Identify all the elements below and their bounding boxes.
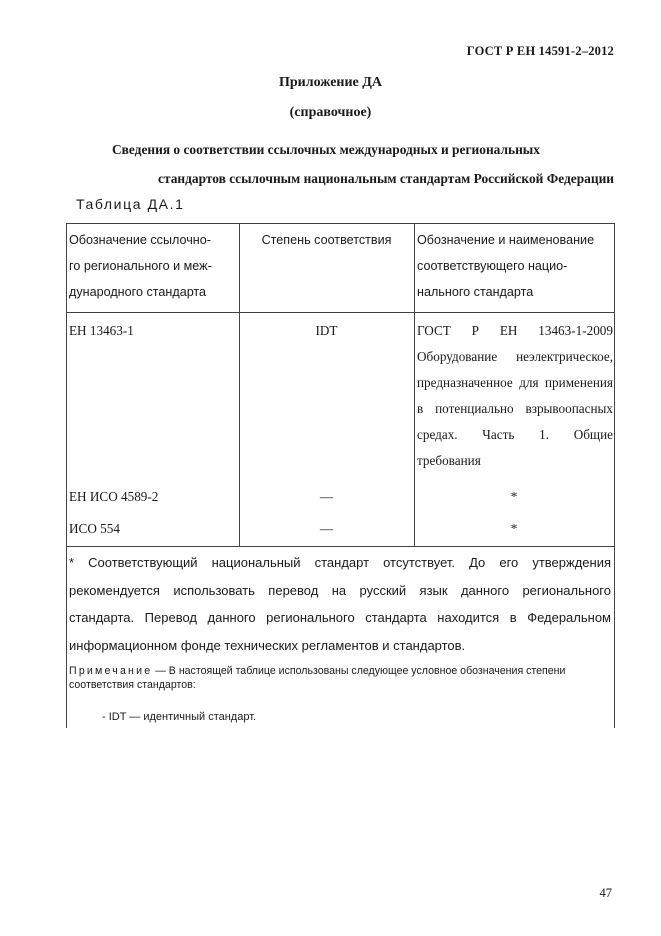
column-header-line: дународного стандарта	[69, 285, 207, 299]
column-header-line: соответствующего нацио-	[417, 259, 568, 273]
appendix-heading-line1: Сведения о соответствии ссылочных международных и региональных	[112, 142, 540, 157]
column-header-line: Степень соответствия	[261, 233, 392, 247]
header-bottom-border	[66, 312, 614, 313]
correspondence-table	[66, 223, 614, 728]
row2-degree: —	[319, 489, 334, 504]
row3-designation: ИСО 554	[69, 521, 120, 536]
page-number: 47	[599, 886, 612, 900]
rows-bottom-border	[66, 546, 614, 547]
standard-code: ГОСТ Р ЕН 14591-2–2012	[466, 44, 614, 58]
table-right-border	[614, 223, 615, 728]
row1-national: ГОСТ Р ЕН 13463-1-2009 Оборудование неэлектрическое, предназначенное для применения в потенциально взрывоопасных средах. Часть 1. Общие требования	[417, 323, 613, 468]
row3-degree: —	[319, 521, 334, 536]
appendix-title: Приложение ДА	[278, 75, 383, 90]
appendix-heading-line2: стандартов ссылочным национальным стандартам Российской Федерации	[158, 171, 614, 186]
table-top-border	[66, 223, 614, 224]
row1-designation: ЕН 13463-1	[69, 323, 134, 338]
column-header-line: Обозначение и наименование	[417, 233, 595, 247]
table-caption: Таблица ДА.1	[76, 196, 185, 212]
row3-national: *	[510, 521, 518, 536]
column-header-line: го регионального и меж-	[69, 259, 212, 273]
column-header-line: нального стандарта	[417, 285, 534, 299]
note-label: Примечание	[69, 665, 153, 677]
column-header-line: Обозначение ссылочно-	[69, 233, 211, 247]
row1-degree: IDT	[315, 323, 338, 338]
table-footnote: * Соответствующий национальный стандарт отсутствует. До его утверждения рекомендуется использовать перевод на русский язык данного регионального стандарта. Перевод данного регионального стандарта находится в Федеральном информационном фонде технических регламентов и стандартов.	[69, 555, 611, 653]
note-text: — В настоящей таблице использованы следующее условное обозначения степени соответствия стандартов:	[69, 665, 566, 691]
idt-definition: - IDT — идентичный стандарт.	[102, 711, 257, 723]
appendix-heading	[66, 135, 614, 193]
column-header-national	[417, 227, 613, 305]
row2-designation: ЕН ИСО 4589-2	[69, 489, 159, 504]
row2-national: *	[510, 489, 518, 504]
appendix-subtitle: (справочное)	[289, 105, 372, 120]
table-note	[66, 664, 614, 692]
column-header-designation	[69, 227, 237, 305]
column-header-degree	[239, 227, 414, 253]
